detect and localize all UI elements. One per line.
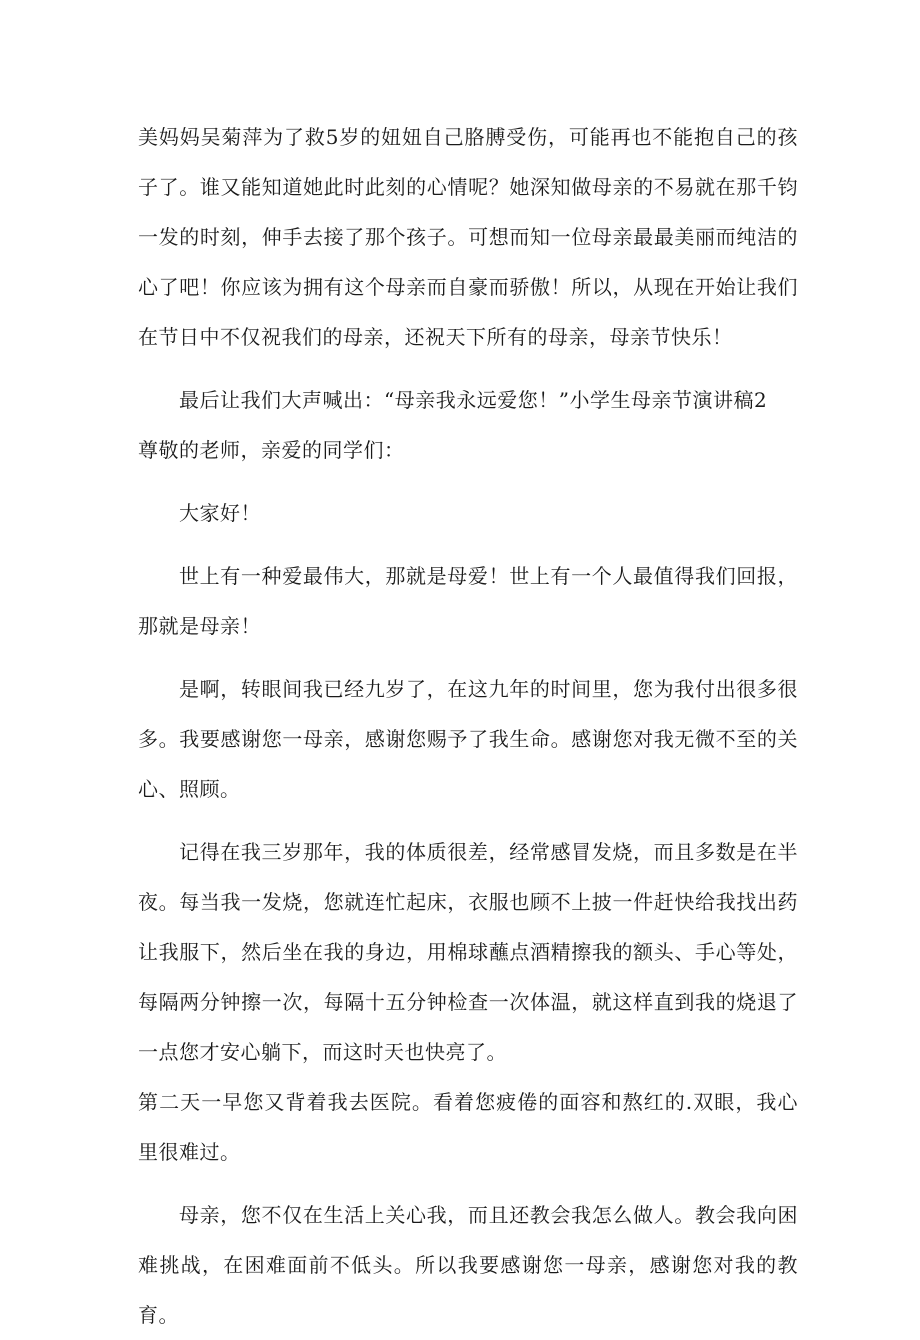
document-body	[138, 112, 798, 1340]
paragraph-7: 记得在我三岁那年，我的体质很差，经常感冒发烧，而且多数是在半夜。每当我一发烧，您就连忙起床，衣服也顾不上披一件赶快给我找出药让我服下，然后坐在我的身边，用棉球蘸点酒精擦我的额头、手心等处，每隔两分钟擦一次，每隔十五分钟检查一次体温，就这样直到我的烧退了一点您才安心躺下，而这时天也快亮了。	[138, 840, 798, 1064]
paragraph-4: 大家好！	[179, 501, 261, 525]
paragraph-6: 是啊，转眼间我已经九岁了，在这九年的时间里，您为我付出很多很多。我要感谢您一母亲，感谢您赐予了我生命。感谢您对我无微不至的关心、照顾。	[138, 677, 798, 801]
paragraph-1: 美妈妈吴菊萍为了救5岁的妞妞自己胳膊受伤，可能再也不能抱自己的孩子了。谁又能知道她此时此刻的心情呢？她深知做母亲的不易就在那千钧一发的时刻，伸手去接了那个孩子。可想而知一位母亲最最美丽而纯洁的心了吧！你应该为拥有这个母亲而自豪而骄傲！所以，从现在开始让我们在节日中不仅祝我们的母亲，还祝天下所有的母亲，母亲节快乐！	[138, 125, 798, 349]
paragraph-9: 母亲，您不仅在生活上关心我，而且还教会我怎么做人。教会我向困难挑战，在困难面前不低头。所以我要感谢您一母亲，感谢您对我的教育。	[138, 1203, 798, 1327]
paragraph-3: 尊敬的老师，亲爱的同学们：	[138, 438, 405, 462]
paragraph-2: 最后让我们大声喊出：“母亲我永远爱您！”小学生母亲节演讲稿2	[179, 388, 768, 412]
paragraph-8: 第二天一早您又背着我去医院。看着您疲倦的面容和熬红的.双眼，我心里很难过。	[138, 1090, 798, 1164]
paragraph-5: 世上有一种爱最伟大，那就是母爱！世上有一个人最值得我们回报，那就是母亲！	[138, 564, 798, 638]
